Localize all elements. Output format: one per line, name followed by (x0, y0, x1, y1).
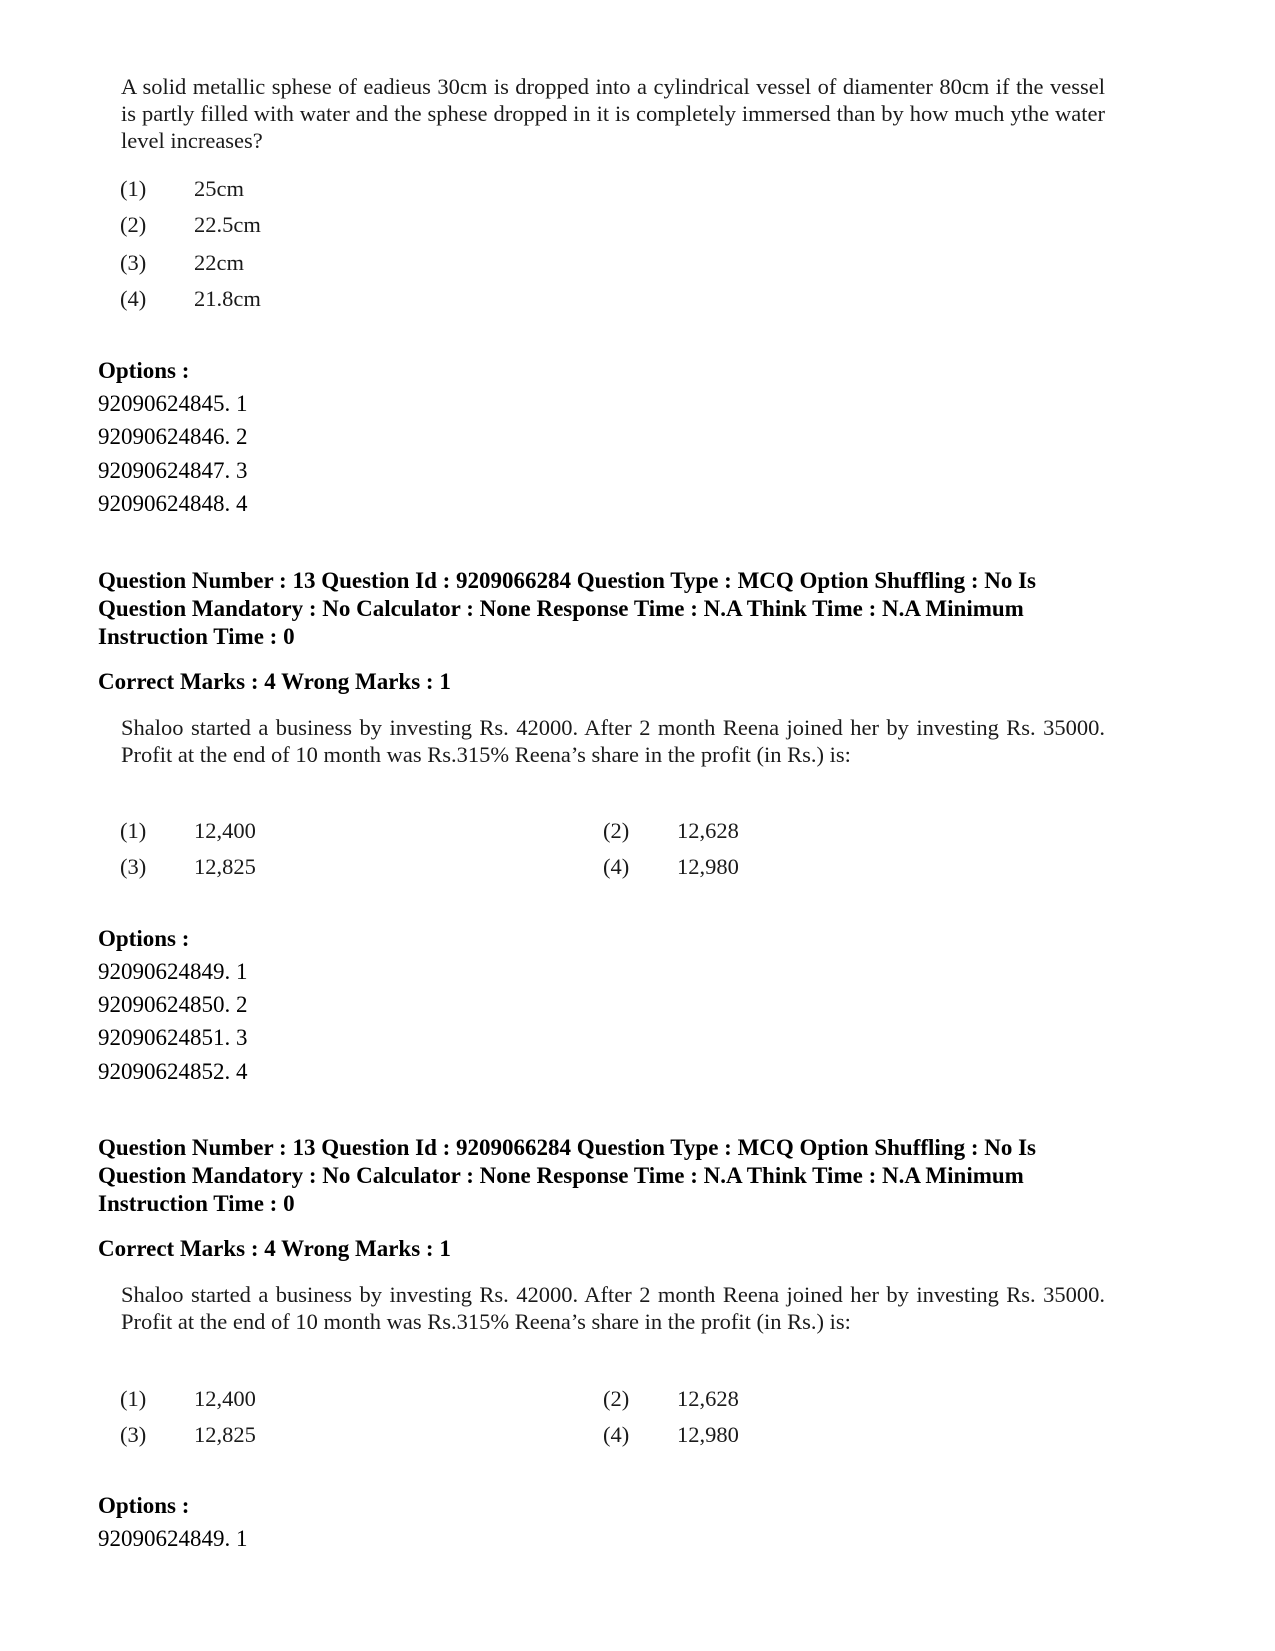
choice-value: 12,628 (677, 1386, 739, 1411)
choice-value: 22cm (194, 250, 244, 275)
question-text: Shaloo started a business by investing Rs. 42000. After 2 month Reena joined her by investing Rs. 35000. Profit at the end of 10 month was Rs.315% Reena’s share in the profit (in Rs.) is: (121, 715, 1105, 767)
question-text: A solid metallic sphese of eadieus 30cm is dropped into a cylindrical vessel of diamenter 80cm if the vessel is partly filled with water and the sphese dropped in it is completely immersed than by how much ythe water level increases? (121, 74, 1105, 153)
question-meta: Question Number : 13 Question Id : 9209066284 Question Type : MCQ Option Shuffling : No Is Question Mandatory : No Calculator : None Response Time : N.A Think Time : N.A Minimum Instruction Time : 0 (98, 568, 1037, 649)
choice-value: 12,825 (194, 1422, 256, 1447)
choice-number: (3) (120, 1422, 147, 1447)
choice-value: 21.8cm (194, 286, 261, 311)
marks-line: Correct Marks : 4 Wrong Marks : 1 (98, 1236, 451, 1261)
question-meta: Question Number : 13 Question Id : 9209066284 Question Type : MCQ Option Shuffling : No Is Question Mandatory : No Calculator : None Response Time : N.A Think Time : N.A Minimum Instruction Time : 0 (98, 1135, 1037, 1216)
choice-value: 12,628 (677, 818, 739, 843)
option-id: 92090624846. 2 (98, 424, 248, 449)
choice-number: (3) (120, 250, 147, 275)
choice-number: (3) (120, 854, 147, 879)
options-heading: Options : (98, 1493, 190, 1518)
choice-value: 12,980 (677, 854, 739, 879)
options-heading: Options : (98, 926, 190, 951)
choice-number: (1) (120, 176, 147, 201)
option-id: 92090624852. 4 (98, 1059, 248, 1084)
choice-value: 12,825 (194, 854, 256, 879)
option-id: 92090624845. 1 (98, 391, 248, 416)
choice-number: (2) (603, 1386, 630, 1411)
choice-number: (4) (120, 286, 147, 311)
choice-number: (4) (603, 1422, 630, 1447)
choice-value: 12,980 (677, 1422, 739, 1447)
choice-value: 22.5cm (194, 212, 261, 237)
choice-number: (2) (603, 818, 630, 843)
choice-value: 25cm (194, 176, 244, 201)
choice-value: 12,400 (194, 818, 256, 843)
option-id: 92090624848. 4 (98, 491, 248, 516)
choice-number: (2) (120, 212, 147, 237)
option-id: 92090624849. 1 (98, 959, 248, 984)
question-text: Shaloo started a business by investing Rs. 42000. After 2 month Reena joined her by investing Rs. 35000. Profit at the end of 10 month was Rs.315% Reena’s share in the profit (in Rs.) is: (121, 1282, 1105, 1334)
option-id: 92090624850. 2 (98, 992, 248, 1017)
option-id: 92090624847. 3 (98, 458, 248, 483)
choice-number: (1) (120, 818, 147, 843)
choice-number: (1) (120, 1386, 147, 1411)
choice-number: (4) (603, 854, 630, 879)
option-id: 92090624851. 3 (98, 1025, 248, 1050)
option-id: 92090624849. 1 (98, 1526, 248, 1551)
options-heading: Options : (98, 358, 190, 383)
choice-value: 12,400 (194, 1386, 256, 1411)
marks-line: Correct Marks : 4 Wrong Marks : 1 (98, 669, 451, 694)
